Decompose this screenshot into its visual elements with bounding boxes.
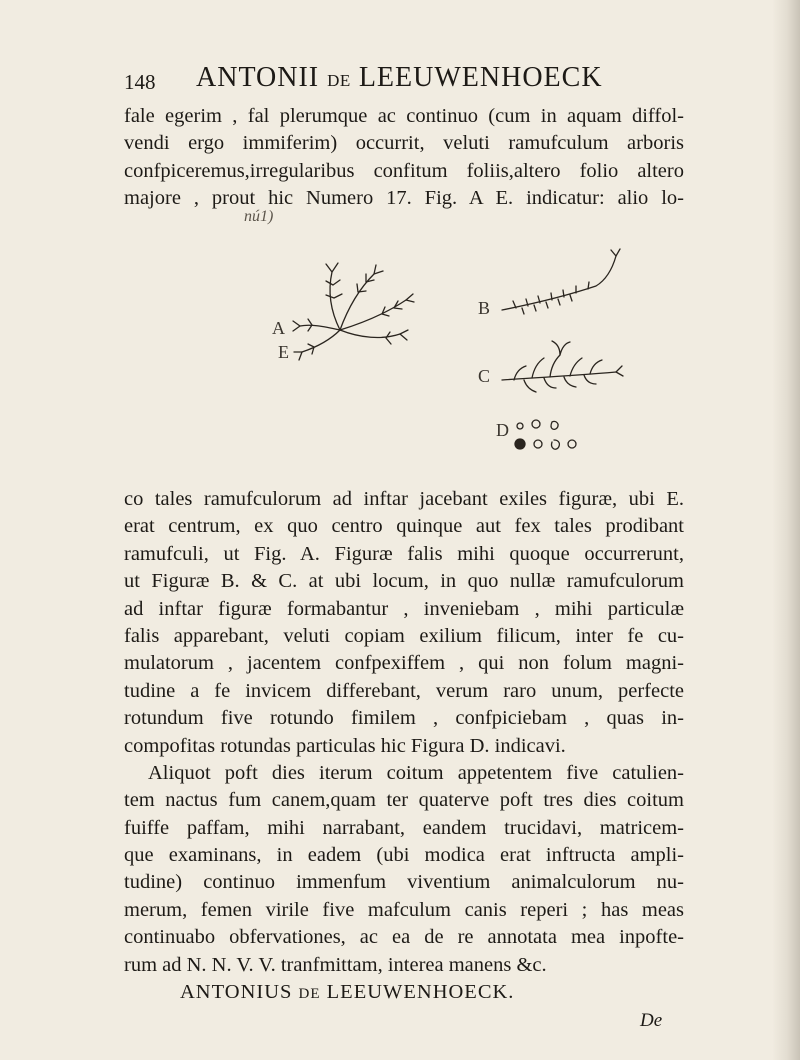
text-line: tudine) continuo immenfum viventium animalculorum nu- (124, 871, 684, 894)
text-line: fale egerim , fal plerumque ac continuo (cum in aquam diffol- (124, 105, 684, 127)
text-line: co tales ramufculorum ad inftar jacebant exiles figuræ, ubi E. (124, 488, 684, 510)
text-line: que examinans, in eadem (ubi modica erat inftructa ampli- (124, 844, 684, 867)
figure-a-branches (293, 263, 414, 360)
running-header (124, 62, 684, 96)
figure-b-frond (502, 249, 620, 314)
text-line: rotundum five rotundo fimilem , confpiciebam , quas in- (124, 707, 684, 730)
text-line: mulatorum , jacentem confpexiffem , qui non folum magni- (124, 652, 684, 675)
signature-particle: DE (298, 986, 321, 1003)
figure-d-particles (515, 420, 576, 449)
text-line: continuabo obfervationes, ac ea de re annotata mea inpofte- (124, 926, 684, 949)
figure-label-d: D (496, 420, 509, 440)
text-line: vendi ergo immiferim) occurrit, veluti ramufculum arboris (124, 132, 684, 155)
figure-label-e: E (278, 342, 289, 362)
handwritten-marginal-note: nú1) (244, 208, 274, 225)
signature (124, 979, 684, 1006)
figure-label-c: C (478, 366, 491, 386)
text-line: merum, femen virile five mafculum canis reperi ; has meas (124, 898, 684, 921)
text-line: erat centrum, ex quo centro quinque aut fex tales prodibant (124, 515, 684, 538)
page-number: 148 (124, 70, 156, 94)
author-particle: DE (327, 71, 351, 90)
figure-c-spray (502, 341, 623, 392)
author-last-name: LEEUWENHOECK (358, 62, 603, 93)
figure-label-a: A (272, 318, 285, 338)
text-line: tudine a fe invicem differebant, verum raro unum, perfecte (124, 679, 684, 702)
paragraph-1 (124, 103, 684, 213)
text-line: Aliquot poft dies iterum coitum appetentem five catulien- (148, 761, 684, 784)
paragraph-2 (124, 486, 684, 1006)
author-first-name: ANTONII (196, 62, 320, 93)
running-head-title (196, 62, 603, 94)
figure-illustration (270, 230, 650, 480)
text-line: ramufculi, ut Fig. A. Figuræ falis mihi quoque occurrerunt, (124, 542, 684, 565)
figure-label-b: B (478, 298, 491, 318)
text-line: falis apparebant, veluti copiam exilium filicum, inter fe cu- (124, 624, 684, 647)
signature-first-name: ANTONIUS (180, 981, 293, 1004)
text-line: rum ad N. N. V. V. tranfmittam, interea manens &c. (124, 953, 547, 976)
text-line: ut Figuræ B. & C. at ubi locum, in quo nullæ ramufculorum (124, 570, 684, 593)
figure-salt-crystals (270, 230, 650, 480)
text-line: fuiffe paffam, mihi narrabant, eandem trucidavi, matricem- (124, 816, 684, 839)
text-line: majore , prout hic Numero 17. Fig. A E. indicatur: alio lo- (124, 187, 684, 210)
signature-last-name: LEEUWENHOECK. (326, 981, 515, 1004)
text-line: compofitas rotundas particulas hic Figura D. indicavi. (124, 734, 566, 757)
page-edge-shadow (772, 0, 800, 1060)
catchword: De (640, 1010, 663, 1031)
text-line: confpiceremus,irregularibus confitum foliis,altero folio altero (124, 159, 684, 182)
text-line: ad inftar figuræ formabantur , inveniebam , mihi particulæ (124, 597, 684, 620)
text-line: tem nactus fum canem,quam ter quaterve poft tres dies coitum (124, 789, 684, 812)
